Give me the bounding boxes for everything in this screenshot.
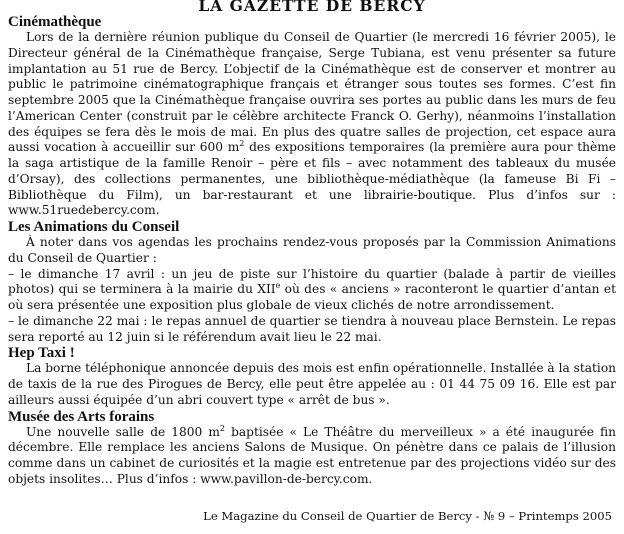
paragraph-hep-taxi: La borne téléphonique annoncée depuis des mois est enfin opérationnelle. Installée à la station de taxis de la rue des Pirogues de Bercy, elle peut être appelée au : 01 44 75 09 16. Elle est par ailleurs aussi équipée d’un abri couvert type « arrêt de bus ». bbox=[8, 361, 617, 407]
text-span: baptisée « Le Théâtre du merveilleux » a été inaugurée fin décembre. Elle remplace les anciens Salons de Musique. On pénètre dans ce palais de l’illusion comme dans un cabinet de curiosités et la magie est entretenue par des projections vidéo sur des objets insolites… Plus d’infos : www.pavillon-de-bercy.com. bbox=[8, 424, 616, 486]
paragraph-cinematheque bbox=[8, 30, 616, 219]
paragraph-musee bbox=[8, 425, 616, 488]
paragraph-animations-april bbox=[8, 267, 616, 314]
masthead-title: LA GAZETTE DE BERCY bbox=[198, 0, 426, 15]
section-cinematheque bbox=[8, 14, 616, 219]
heading-animations: Les Animations du Conseil bbox=[8, 219, 180, 235]
heading-hep-taxi: Hep Taxi ! bbox=[8, 345, 75, 362]
superscript: e bbox=[275, 281, 281, 291]
heading-musee: Musée des Arts forains bbox=[8, 408, 155, 425]
paragraph-animations-intro: À noter dans vos agendas les prochains rendez-vous proposés par la Commission Animations du Conseil de Quartier : bbox=[8, 235, 616, 265]
text-span: des expositions temporaires (la première aura pour thème la saga artistique de la famille Renoir – père et fils – avec notamment des tableaux du musée d’Orsay), des collections permanentes, une bibliothèque-médiathèque (la fameuse Bi Fi – Bibliothèque du Film), un bar-restaurant et une librairie-boutique. Plus d’infos sur : www.51ruedebercy.com. bbox=[8, 140, 616, 218]
superscript: 2 bbox=[219, 423, 226, 433]
paragraph-animations-may: – le dimanche 22 mai : le repas annuel de quartier se tiendra à nouveau place Bernstein. Le repas sera reporté au 12 juin si le référendum avait lieu le 22 mai. bbox=[8, 313, 616, 344]
text-span: où des « anciens » raconteront le quartier d’antan et où sera présentée une exposition plus globale de vieux clichés de notre arrondissement. bbox=[8, 282, 616, 312]
superscript: 2 bbox=[239, 139, 245, 149]
heading-cinematheque: Cinémathèque bbox=[8, 14, 102, 30]
section-animations bbox=[8, 219, 616, 345]
footer-credit: Le Magazine du Conseil de Quartier de Bercy - № 9 – Printemps 2005 bbox=[203, 509, 612, 523]
text-span: Lors de la dernière réunion publique du Conseil de Quartier (le mercredi 16 février 2005), le Directeur général de la Cinémathèque française, Serge Tubiana, est venu présenter sa future implantation au 51 rue de Bercy. L’objectif de la Cinémathèque est de conserver et montrer au public le patrimoine cinématographique français et étranger sous toutes ses formes. C’est fin septembre 2005 que la Cinémathèque française ouvrira ses portes au public dans les murs de feu l’American Center (construit par le célèbre architecte Franck O. Gerhy), néanmoins l’installation des équipes se fera dès le mois de mai. En plus des quatre salles de projection, cet espace aura aussi vocation à accueillir sur 600 m bbox=[8, 30, 616, 155]
text-span: – le dimanche 17 avril : un jeu de piste sur l’histoire du quartier (balade à partir de vieilles photos) qui se terminera à la mairie du XII bbox=[8, 266, 616, 297]
section-hep-taxi bbox=[8, 345, 616, 408]
text-span: Une nouvelle salle de 1800 m bbox=[26, 424, 220, 439]
section-musee bbox=[8, 409, 616, 488]
